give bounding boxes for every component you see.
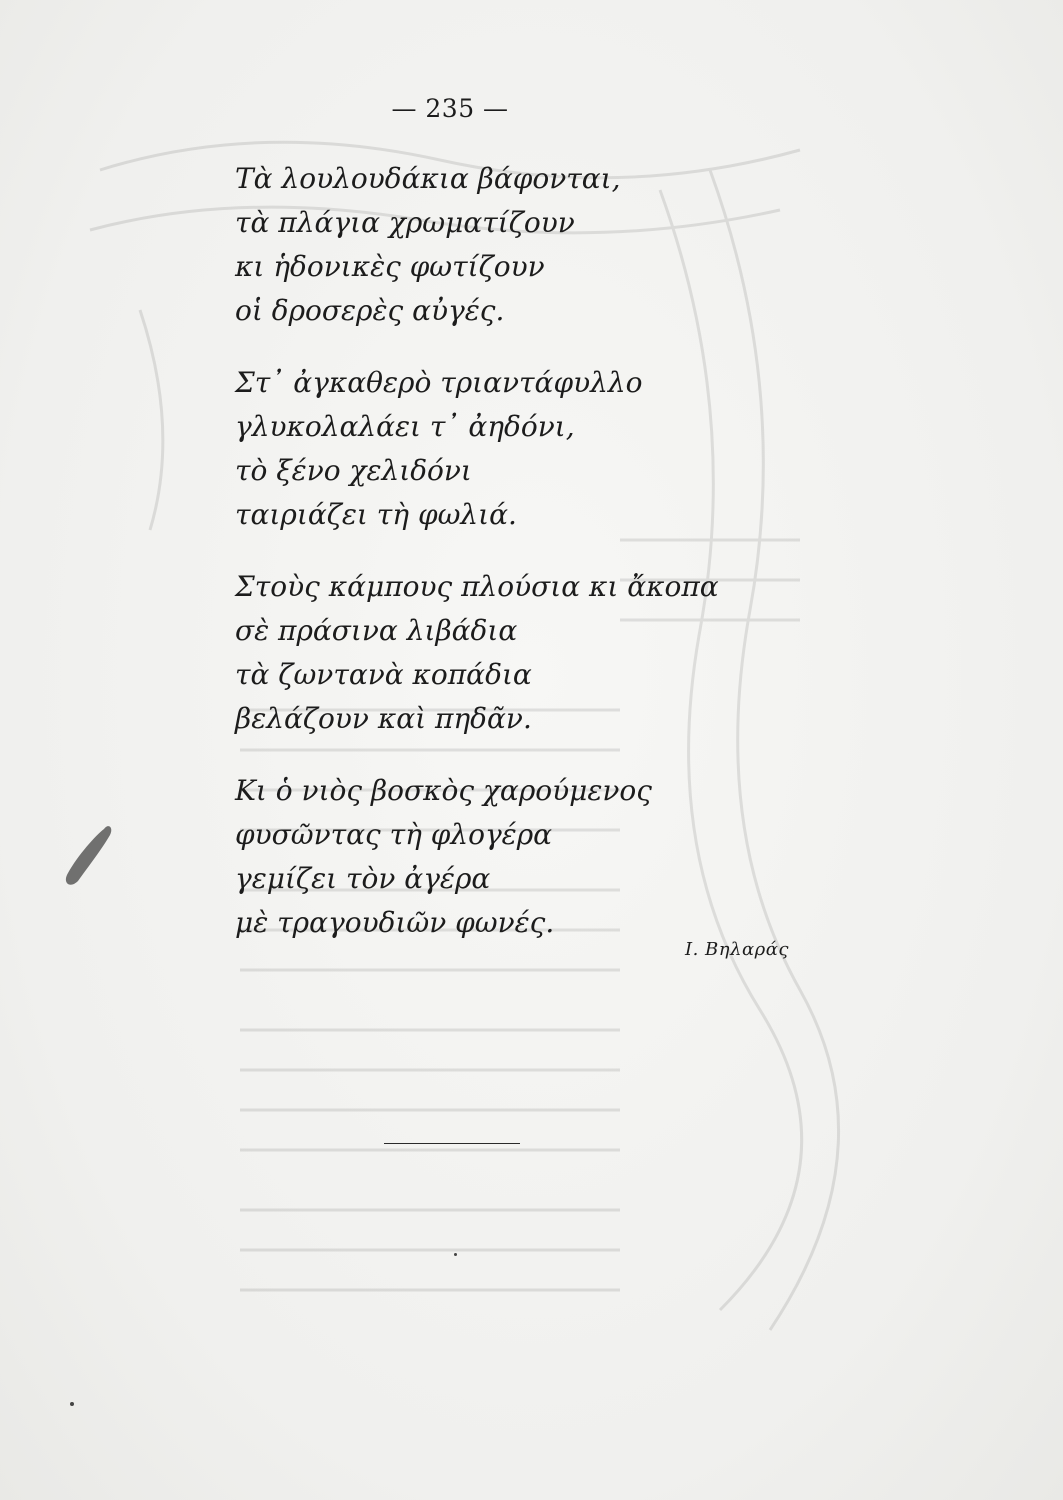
poem-line: ταιριάζει τὴ φωλιά. [235,498,517,531]
ink-smudge [48,815,118,895]
poem-line: σὲ πράσινα λιβάδια [235,614,518,647]
paper-speck [70,1402,74,1406]
stanza-2 [235,361,755,537]
poem-line: τὰ πλάγια χρωματίζουν [235,206,575,239]
poem-line: κι ἡδονικὲς φωτίζουν [235,250,545,283]
poem-line: βελάζουν καὶ πηδᾶν. [235,702,532,735]
poem-line: Κι ὁ νιὸς βοσκὸς χαρούμενος [235,774,652,807]
stanza-1 [235,157,755,333]
poem-line: Τὰ λουλουδάκια βάφονται, [235,162,621,195]
paper-speck [454,1253,457,1256]
page-number: — 235 — [391,94,509,123]
poem-line: τὸ ξένο χελιδόνι [235,454,472,487]
section-divider [384,1143,520,1144]
poem-line: Στ᾽ ἀγκαθερὸ τριαντάφυλλο [235,366,643,399]
stanza-3 [235,565,755,741]
author-signature: Ι. Βηλαράς [685,939,789,960]
stanza-4 [235,769,755,945]
poem-line: γεμίζει τὸν ἀγέρα [235,862,491,895]
poem-line: γλυκολαλάει τ᾽ ἀηδόνι, [235,410,575,443]
poem-line: οἱ δροσερὲς αὐγές. [235,294,505,327]
poem-line: Στοὺς κάμπους πλούσια κι ἄκοπα [235,570,719,603]
poem-line: φυσῶντας τὴ φλογέρα [235,818,553,851]
poem [235,157,755,973]
poem-line: τὰ ζωντανὰ κοπάδια [235,658,532,691]
poem-line: μὲ τραγουδιῶν φωνές. [235,906,555,939]
